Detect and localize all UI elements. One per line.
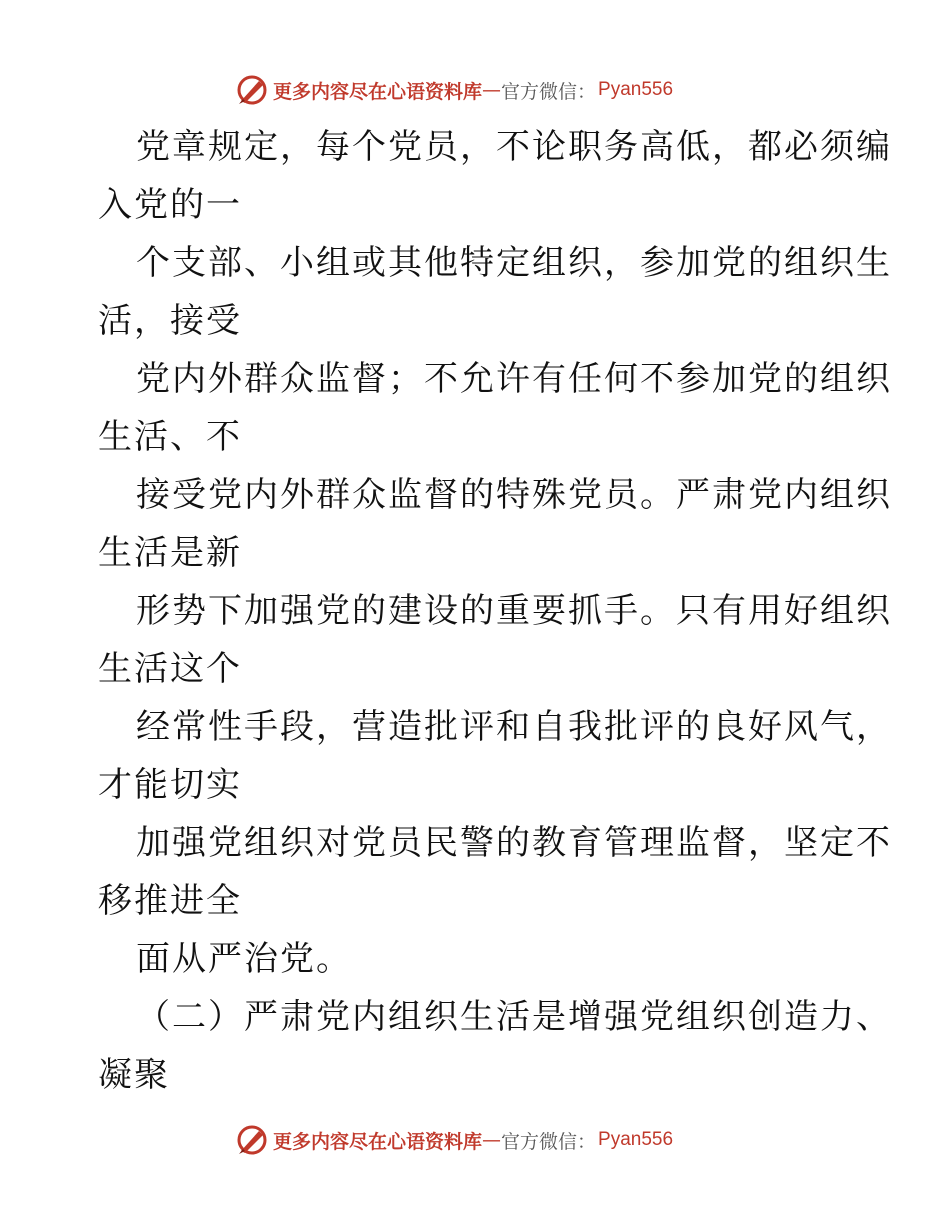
pen-logo-icon [235,73,269,107]
body-line: 入党的一 [98,185,242,225]
body-line: 生活、不 [98,417,242,457]
footer-banner [235,1123,673,1157]
body-line: 生活是新 [98,533,242,573]
body-line: 个支部、小组或其他特定组织，参加党的组织生 [136,243,892,283]
body-line: 形势下加强党的建设的重要抓手。只有用好组织 [136,591,892,631]
wechat-account: Pyan556 [598,1129,674,1150]
header-banner [235,73,673,107]
body-line: 党内外群众监督；不允许有任何不参加党的组织 [136,359,892,399]
wechat-label: 官方微信： [501,1130,597,1153]
body-line: 移推进全 [98,881,242,921]
body-line: 接受党内外群众监督的特殊党员。严肃党内组织 [136,475,892,515]
body-line: 加强党组织对党员民警的教育管理监督，坚定不 [136,823,892,863]
separator-dash: — [482,79,502,101]
body-line: 面从严治党。 [136,939,352,979]
site-name: 更多内容尽在心语资料库 [273,1130,483,1153]
body-line: 党章规定，每个党员，不论职务高低，都必须编 [136,127,892,167]
wechat-account: Pyan556 [598,79,674,100]
body-line: 凝聚 [98,1055,170,1095]
body-line: 经常性手段，营造批评和自我批评的良好风气， [136,707,892,747]
body-line: 活，接受 [98,301,242,341]
body-line: （二）严肃党内组织生活是增强党组织创造力、 [136,997,892,1037]
wechat-label: 官方微信： [501,80,597,103]
site-name: 更多内容尽在心语资料库 [273,80,483,103]
separator-dash: — [482,1129,502,1151]
pen-logo-icon [235,1123,269,1157]
body-line: 生活这个 [98,649,242,689]
document-body [98,118,892,1104]
body-line: 才能切实 [98,765,242,805]
